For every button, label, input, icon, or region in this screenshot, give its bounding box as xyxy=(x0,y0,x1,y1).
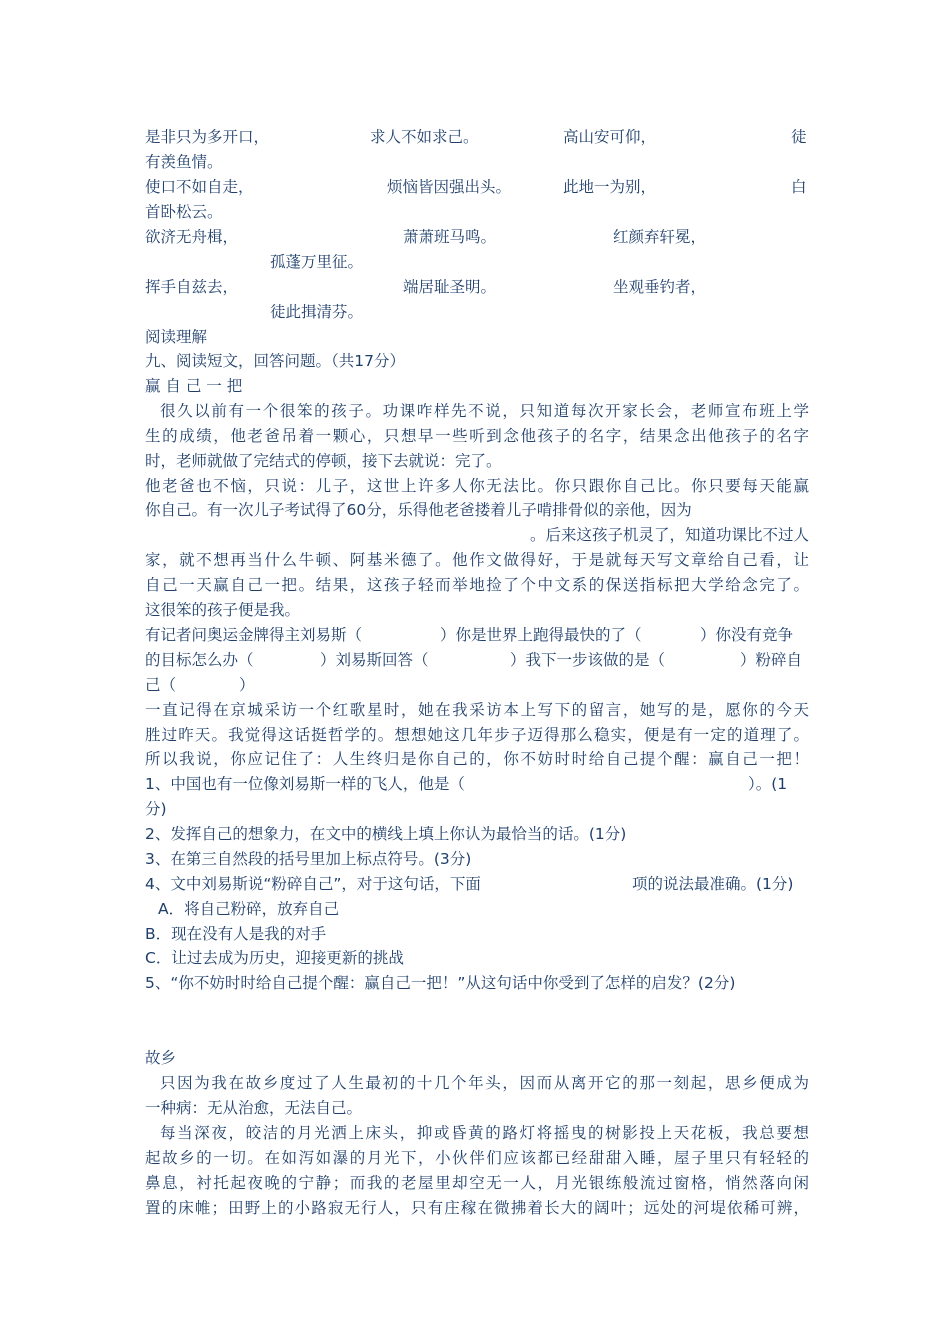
passage-title: 故乡 xyxy=(145,1049,177,1067)
passage-line: 。后来这孩子机灵了，知道功课比不过人 xyxy=(529,526,809,544)
question-text: 1、中国也有一位像刘易斯一样的飞人，他是（ xyxy=(145,775,465,793)
idiom-text: 此地一为别， xyxy=(563,178,657,196)
question-text: ）。(1 xyxy=(748,775,788,793)
idiom-row-3 xyxy=(145,225,809,250)
passage-line: 鼻息，衬托起夜晚的宁静；而我的老屋里却空无一人，月光银练般流过窗格，悄然落向闲 xyxy=(145,1174,809,1192)
idiom-row-1-wrap: 有羡鱼情。 xyxy=(145,153,223,171)
passage-line: 胜过昨天。我觉得这话挺哲学的。想想她这几年步子迈得那么稳实，便是有一定的道理了。 xyxy=(145,726,809,744)
idiom-text: 使口不如自走， xyxy=(145,178,254,196)
option-c: C．让过去成为历史，迎接更新的挑战 xyxy=(145,949,404,967)
idiom-row-4-wrap: 徒此揖清芬。 xyxy=(270,303,364,321)
question-text: 项的说法最准确。(1分) xyxy=(632,875,794,893)
passage-text: ） xyxy=(239,676,255,694)
idiom-row-3-wrap: 孤蓬万里征。 xyxy=(270,253,364,271)
passage-text: ）你是世界上跑得最快的了（ xyxy=(440,626,642,644)
idiom-text: 萧萧班马鸣。 xyxy=(403,228,497,246)
idiom-text: 红颜弃轩冕， xyxy=(613,228,707,246)
passage-line: 你自己。有一次儿子考试得了60分，乐得他老爸搂着儿子啃排骨似的亲他，因为 xyxy=(145,501,692,519)
passage-line-liu-3 xyxy=(145,673,809,698)
idiom-text: 高山安可仰， xyxy=(563,128,657,146)
idiom-text: 烦恼皆因强出头。 xyxy=(387,178,512,196)
idiom-text: 端居耻圣明。 xyxy=(403,278,497,296)
question-1-wrap: 分) xyxy=(145,800,167,818)
passage-line-liu-2 xyxy=(145,648,809,673)
idiom-row-1 xyxy=(145,125,809,150)
passage-line: 所以我说，你应记住了：人生终归是你自己的，你不妨时时给自己提个醒：赢自己一把！ xyxy=(145,750,809,768)
idiom-row-2-wrap: 首卧松云。 xyxy=(145,203,223,221)
passage-title: 赢 自 己 一 把 xyxy=(145,377,243,395)
passage-text: 己（ xyxy=(145,676,177,694)
passage-line: 一直记得在京城采访一个红歌星时，她在我采访本上写下的留言，她写的是，愿你的今天 xyxy=(145,701,809,719)
question-5: 5、“你不妨时时给自己提个醒：赢自己一把！”从这句话中你受到了怎样的启发？(2分) xyxy=(145,974,736,992)
passage-line: 自己一天赢自己一把。结果，这孩子轻而举地捡了个中文系的保送指标把大学给念完了。 xyxy=(145,576,809,594)
question-3: 3、在第三自然段的括号里加上标点符号。(3分) xyxy=(145,850,472,868)
idiom-text: 坐观垂钓者， xyxy=(613,278,707,296)
passage-text: 的目标怎么办（ xyxy=(145,651,254,669)
passage-text: ）你没有竞争 xyxy=(700,626,794,644)
passage-text: ）粉碎自 xyxy=(740,651,803,669)
passage-text: ）刘易斯回答（ xyxy=(320,651,429,669)
idiom-text: 白 xyxy=(791,178,807,196)
question-text: 4、文中刘易斯说“粉碎自己”，对于这句话，下面 xyxy=(145,875,481,893)
idiom-text: 挥手自兹去， xyxy=(145,278,239,296)
question-header: 九、阅读短文，回答问题。（共17分） xyxy=(145,352,405,370)
passage-line: 这很笨的孩子便是我。 xyxy=(145,601,301,619)
passage-line: 时，老师就做了完结式的停顿，接下去就说：完了。 xyxy=(145,452,502,470)
option-a: A．将自己粉碎，放弃自己 xyxy=(158,900,340,918)
passage-line: 每当深夜，皎洁的月光洒上床头，抑或昏黄的路灯将摇曳的树影投上天花板，我总要想 xyxy=(160,1124,809,1142)
idiom-text: 欲济无舟楫， xyxy=(145,228,239,246)
passage-line: 置的床帷；田野上的小路寂无行人，只有庄稼在微拂着长大的阔叶；远处的河堤依稀可辨， xyxy=(145,1199,809,1217)
passage-line: 家，就不想再当什么牛顿、阿基米德了。他作文做得好，于是就每天写文章给自己看，让 xyxy=(145,551,809,569)
passage-text: ）我下一步该做的是（ xyxy=(510,651,666,669)
section-label: 阅读理解 xyxy=(145,328,208,346)
question-2: 2、发挥自己的想象力，在文中的横线上填上你认为最恰当的话。(1分) xyxy=(145,825,627,843)
option-b: B．现在没有人是我的对手 xyxy=(145,925,327,943)
idiom-text: 求人不如求己。 xyxy=(370,128,479,146)
idiom-text: 是非只为多开口， xyxy=(145,128,270,146)
passage-line: 只因为我在故乡度过了人生最初的十几个年头，因而从离开它的那一刻起，思乡便成为 xyxy=(160,1074,809,1092)
passage-line: 生的成绩，他老爸吊着一颗心，只想早一些听到念他孩子的名字，结果念出他孩子的名字 xyxy=(145,427,809,445)
idiom-text: 徒 xyxy=(791,128,807,146)
passage-line: 一种病：无从治愈，无法自己。 xyxy=(145,1099,363,1117)
question-1 xyxy=(145,772,809,797)
passage-line: 他老爸也不恼，只说：儿子，这世上许多人你无法比。你只跟你自己比。你只要每天能赢 xyxy=(145,477,809,495)
idiom-row-4 xyxy=(145,275,809,300)
passage-line-liu-1 xyxy=(145,623,809,648)
idiom-row-2 xyxy=(145,175,809,200)
passage-line: 很久以前有一个很笨的孩子。功课咋样先不说，只知道每次开家长会，老师宣布班上学 xyxy=(160,402,809,420)
passage-text: 有记者问奥运金牌得主刘易斯（ xyxy=(145,626,363,644)
passage-line: 起故乡的一切。在如泻如瀑的月光下，小伙伴们应该都已经甜甜入睡，屋子里只有轻轻的 xyxy=(145,1149,809,1167)
question-4 xyxy=(145,872,809,897)
